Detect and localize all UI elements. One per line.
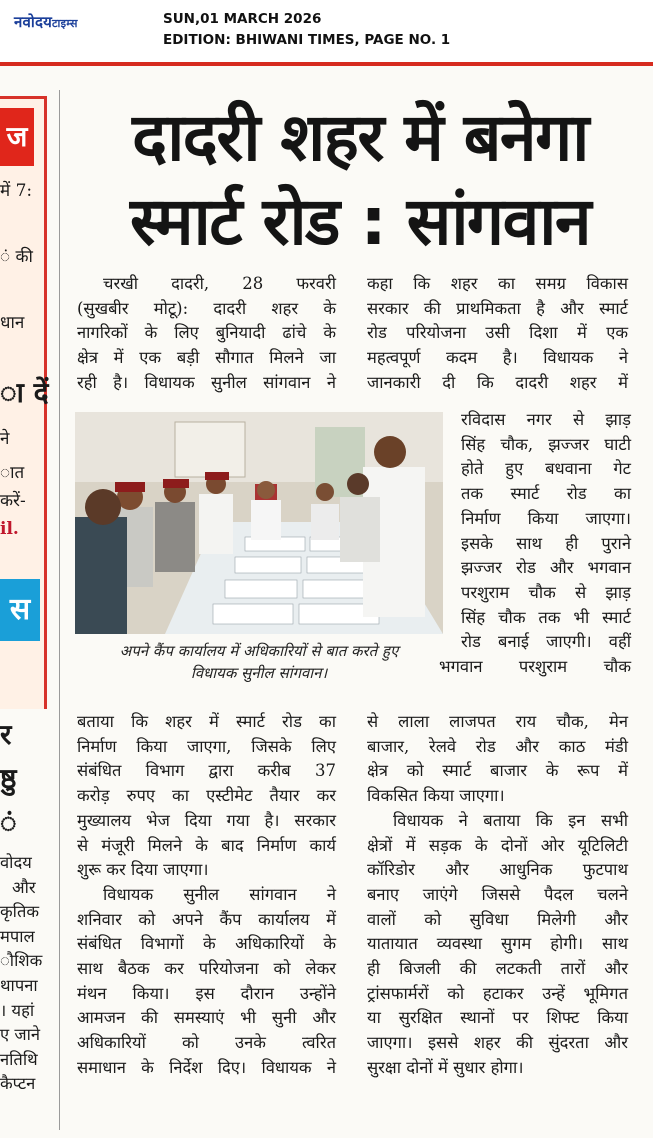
side-heading: ं (0, 806, 17, 839)
article-line: मुख्यालय भेज दिया गया है। सरकार (77, 810, 336, 830)
side-column-line: वोदय (0, 853, 32, 872)
article-line: बाजार, रेलवे रोड और काठ मंडी (367, 736, 628, 756)
caption-line: अपने कैंप कार्यालय में अधिकारियों से बात करते हुए (119, 642, 399, 660)
article-line: कहा कि शहर का समग्र विकास (367, 274, 628, 293)
article-col2-bottom (367, 710, 628, 1081)
article-line: क्षेत्र को स्मार्ट बाजार के रूप में (367, 761, 628, 781)
article-line: भगवान परशुराम चौक (439, 657, 631, 677)
article-line: ही बिजली की लटकती तारों और (367, 959, 628, 979)
article-line: रही है। विधायक सुनील सांगवान ने (77, 372, 336, 392)
article-line: सुरक्षा दोनों में सुधार होगा। (367, 1057, 524, 1077)
meeting-photo-image (75, 412, 443, 634)
header-rule (0, 62, 653, 66)
article-line: सरकार की प्राथमिकता है और स्मार्ट (367, 298, 628, 318)
article-line: सिंह चौक तक भी स्मार्ट (461, 607, 631, 627)
article-line: मंथन किया। इस दौरान उन्होंने (77, 983, 336, 1003)
article-line: जाएगा। इससे शहर की सुंदरता और (367, 1033, 628, 1053)
article-line: करोड़ रुपए का एस्टीमेट तैयार कर (77, 786, 336, 806)
article-photo (75, 412, 443, 634)
article-col2-side (439, 408, 631, 680)
article-line: यातायात व्यवस्था सुगम होगी। साथ (367, 934, 628, 954)
side-text: में 7: (0, 181, 33, 201)
article-line: रविदास नगर से झाड़ (461, 410, 631, 429)
side-column-line: कृतिक (0, 902, 40, 922)
article-line: क्षेत्रों में सड़क के दोनों ओर यूटिलिटी (367, 835, 628, 855)
logo-sub: टाइम्स (52, 17, 78, 30)
article-line: वालों को सुविधा मिलेगी और (367, 909, 628, 929)
adjacent-column (0, 66, 62, 1138)
date-line: SUN,01 MARCH 2026 (163, 11, 322, 27)
article-line: से लाला लाजपत राय चौक, मेन (367, 712, 628, 731)
caption-line: विधायक सुनील सांगवान। (190, 664, 328, 682)
side-column-line: ौशिक (0, 951, 43, 971)
article-line: कॉरिडोर और आधुनिक फुटपाथ (367, 860, 628, 880)
article-line: या सुरक्षित स्थानों पर शिफ्ट किया (367, 1008, 628, 1028)
article-line: निर्माण किया जाएगा, जिसके लिए (77, 736, 336, 756)
side-column-line: मपाल (0, 926, 35, 946)
article-line: जानकारी दी कि दादरी शहर में (367, 372, 628, 392)
headline-line: दादरी शहर में बनेगा (132, 99, 588, 176)
side-advert-red-block: ज (0, 108, 34, 166)
article-line: सिंह चौक, झज्जर घाटी (461, 434, 631, 454)
side-column-line: नतिथि (0, 1049, 38, 1069)
article-line: रोड परियोजना उसी दिशा में एक (367, 323, 628, 343)
logo-main: नवोदय (14, 13, 53, 31)
article-line: आमजन की समस्याएं भी सुनी और (77, 1008, 336, 1028)
article-line: परशुराम चौक से झाड़ (461, 582, 631, 602)
side-heading: ष्ठु (0, 762, 17, 795)
article-line: चरखी दादरी, 28 फरवरी (103, 274, 336, 293)
article-line: संबंधित विभागों के अधिकारियों के (77, 934, 336, 954)
article-line: संबंधित विभाग द्वारा करीब 37 (77, 761, 336, 781)
headline-line: स्मार्ट रोड : सांगवान (129, 183, 590, 260)
side-column-line: थापना (0, 975, 38, 995)
article-line: महत्वपूर्ण कदम है। विधायक ने (367, 348, 628, 368)
article-line: बताया कि शहर में स्मार्ट रोड का (77, 712, 336, 731)
edition-meta (163, 9, 450, 51)
side-column-line: और (12, 877, 36, 897)
article-line: समाधान के निर्देश दिए। विधायक ने (77, 1057, 336, 1077)
article-col2-top (367, 272, 628, 396)
article-line: रोड बनाई जाएगी। वहीं (461, 632, 631, 652)
page-header (0, 0, 653, 62)
side-text: ात (0, 463, 25, 483)
side-column (0, 851, 42, 1097)
article-line: (सुखबीर मोटू): दादरी शहर के (77, 298, 336, 318)
side-advert-blue-block: स (0, 579, 40, 641)
article-headline (72, 96, 648, 264)
column-divider (59, 90, 60, 1130)
article-line: विधायक ने बताया कि इन सभी (393, 810, 628, 830)
article-line: से मंजूरी मिलने के बाद निर्माण कार्य (77, 835, 336, 855)
side-column-line: ए जाने (0, 1025, 41, 1045)
article-line: विकसित किया जाएगा। (367, 786, 505, 806)
side-column-line: कैप्टन (0, 1074, 36, 1094)
article-col1-bottom (77, 710, 336, 1081)
side-text: ं की (0, 247, 33, 267)
article-col1-top (77, 272, 336, 396)
article-line: शुरू कर दिया जाएगा। (77, 860, 209, 880)
article-line: ट्रांसफार्मरों को हटाकर उन्हें भूमिगत (367, 983, 628, 1003)
article-line: झज्जर रोड और भगवान (461, 558, 631, 578)
side-text: il. (0, 519, 19, 539)
side-text: करें- (0, 491, 26, 511)
side-column-line: । यहां (0, 1000, 35, 1020)
side-heading: र (0, 718, 12, 751)
article-line: इसके साथ ही पुराने (461, 533, 631, 553)
article-line: होते हुए बधवाना गेट (461, 459, 631, 479)
newspaper-logo (14, 12, 78, 32)
article-line: तक स्मार्ट रोड का (461, 484, 631, 504)
side-text: धान (0, 313, 25, 333)
article-line: शनिवार को अपने कैंप कार्यालय में (77, 909, 336, 929)
article-line: निर्माण किया जाएगा। (461, 508, 631, 528)
photo-caption (75, 640, 443, 684)
article-line: साथ बैठक कर परियोजना को लेकर (77, 959, 336, 979)
article-line: अधिकारियों को उनके त्वरित (77, 1033, 336, 1053)
article-line: क्षेत्र में एक बड़ी सौगात मिलने जा (77, 348, 336, 368)
side-text: ने (0, 429, 10, 449)
side-text: ा दें (0, 376, 49, 409)
edition-line: EDITION: BHIWANI TIMES, PAGE NO. 1 (163, 32, 451, 48)
article-line: नागरिकों के लिए बुनियादी ढांचे के (77, 323, 336, 343)
article-line: विधायक सुनील सांगवान ने (103, 884, 336, 904)
article-line: बनाए जाएंगे जिससे पैदल चलने (367, 884, 628, 904)
